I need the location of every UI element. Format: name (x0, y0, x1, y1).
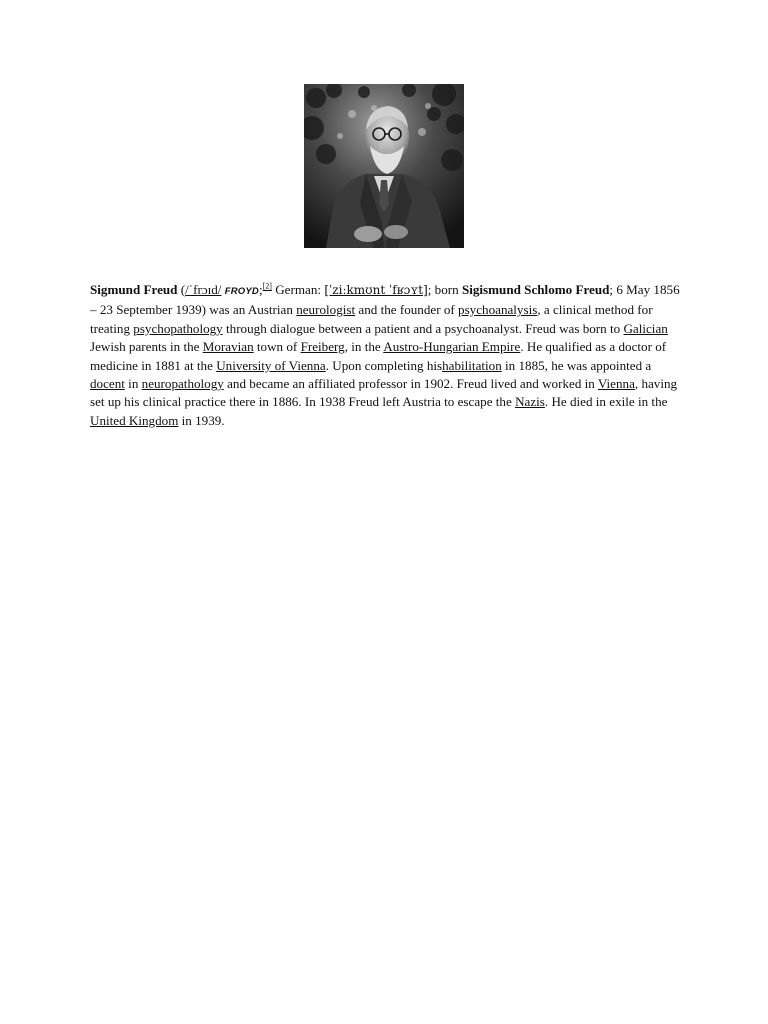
link-neuropathology[interactable]: neuropathology (141, 376, 224, 392)
link-moravian[interactable]: Moravian (202, 339, 254, 355)
text-segment: through dialogue between a patient and a psychoanalyst. Freud was born to (222, 320, 624, 336)
ipa-pronunciation-link[interactable]: /ˈfrɔɪd/ (185, 282, 222, 297)
link-freiberg[interactable]: Freiberg (300, 339, 345, 355)
link-galician[interactable]: Galician (623, 320, 668, 336)
link-austro-hungarian-empire[interactable]: Austro-Hungarian Empire (383, 339, 521, 355)
text-segment: ; (258, 282, 263, 297)
portrait-photo (304, 84, 464, 248)
pronunciation-respelling: FROYD (224, 286, 259, 297)
text-segment: town of (253, 339, 301, 355)
link-psychopathology[interactable]: psychopathology (133, 320, 223, 336)
link-docent[interactable]: docent (90, 376, 125, 392)
text-segment: , in the (344, 339, 384, 355)
text-segment: . He qualified as a doctor of medicine in 1881 at the (90, 339, 667, 373)
link-neurologist[interactable]: neurologist (296, 302, 356, 318)
text-segment: . He died in exile in the (544, 394, 668, 410)
text-segment: ; 6 May 1856 – 23 September 1939) was an Austrian (90, 282, 680, 318)
text-segment: . Upon completing his (325, 357, 443, 373)
link-habilitation[interactable]: habilitation (442, 357, 502, 373)
subject-name: Sigmund Freud (90, 282, 178, 297)
text-segment: , having set up his clinical practice there in 1886. In 1938 Freud left Austria to escape the (90, 376, 678, 410)
german-ipa-link[interactable]: [ˈziːkmʊnt ˈfʁɔʏt] (324, 283, 428, 297)
link-university-of-vienna[interactable]: University of Vienna (216, 357, 326, 373)
text-segment: ; born (427, 282, 462, 297)
link-psychoanalysis[interactable]: psychoanalysis (458, 302, 538, 318)
text-segment: and became an affiliated professor in 1902. Freud lived and worked in (223, 376, 598, 392)
citation-link[interactable]: [2] (262, 281, 272, 291)
text-segment: and the founder of (355, 302, 459, 318)
text-segment: Jewish parents in the (90, 339, 203, 355)
text-segment: in (124, 376, 142, 392)
link-vienna[interactable]: Vienna (597, 376, 635, 392)
text-segment: German: (271, 282, 325, 297)
text-segment: , a clinical method for treating (90, 302, 653, 336)
text-segment: in 1939. (178, 412, 225, 428)
text-segment: ( (177, 282, 186, 297)
link-united-kingdom[interactable]: United Kingdom (90, 412, 179, 428)
text-segment: in 1885, he was appointed a (501, 357, 652, 373)
birth-name: Sigismund Schlomo Freud (461, 282, 610, 297)
link-nazis[interactable]: Nazis (515, 394, 545, 410)
biography-paragraph (90, 281, 682, 430)
